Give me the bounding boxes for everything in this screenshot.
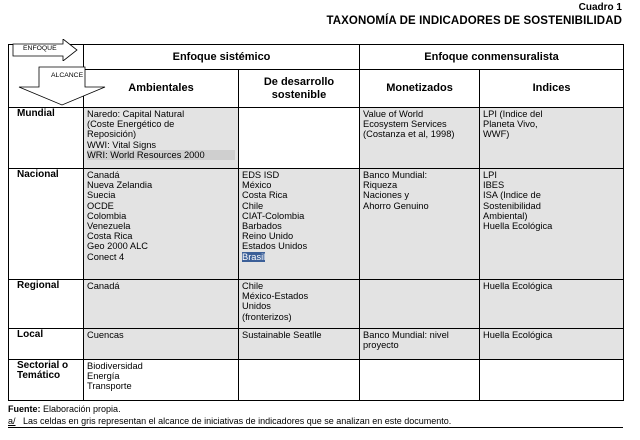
- cell-line: Banco Mundial: nivel: [363, 330, 449, 340]
- enfoque-arrow-label: ENFOQUE: [23, 45, 57, 52]
- group-header-conmensuralista: Enfoque conmensuralista: [360, 45, 624, 70]
- taxonomy-table: [8, 44, 624, 401]
- footnote-text: Las celdas en gris representan el alcance de iniciativas de indicadores que se analizan en este documento.: [23, 416, 452, 426]
- cell-line: WRI: World Resources 2000: [87, 150, 235, 160]
- cell-line: LPI: [483, 170, 497, 180]
- column-header-ambientales: Ambientales: [84, 70, 239, 108]
- cell-line: CIAT-Colombia: [242, 210, 305, 221]
- table-cell: [239, 329, 360, 360]
- table-number: Cuadro 1: [578, 2, 622, 13]
- cell-line: Canadá: [87, 281, 120, 291]
- cell-line: Unidos: [242, 301, 271, 312]
- cell-line: Value of World: [363, 109, 424, 119]
- cell-line: Biodiversidad: [87, 361, 143, 371]
- cell-line: Sostenibilidad: [483, 200, 541, 211]
- table-cell: [239, 280, 360, 329]
- cell-line: Huella Ecológica: [483, 330, 553, 340]
- cell-line: Cuencas: [87, 330, 124, 340]
- cell-line: Transporte: [87, 381, 132, 392]
- cell-line: Geo 2000 ALC: [87, 241, 148, 252]
- table-cell: [239, 360, 360, 401]
- table-cell: [360, 329, 480, 360]
- cell-line: WWF): [483, 129, 510, 140]
- cell-line: OCDE: [87, 200, 114, 211]
- source-note: [8, 404, 121, 414]
- cell-line: Reino Unido: [242, 231, 294, 242]
- source-label: Fuente:: [8, 404, 41, 414]
- cell-line: Ecosystem Services: [363, 119, 447, 130]
- cell-line: Sustainable Seatlle: [242, 330, 322, 340]
- row-label: Sectorial o Temático: [9, 360, 84, 401]
- cell-line: Huella Ecológica: [483, 281, 553, 291]
- table-cell: [360, 360, 480, 401]
- cell-line: proyecto: [363, 340, 399, 351]
- alcance-arrow-label: ALCANCE: [51, 72, 84, 79]
- row-label: Nacional: [9, 169, 84, 280]
- column-header-indices: Indices: [480, 70, 624, 108]
- table-cell: [84, 108, 239, 169]
- cell-line: Suecia: [87, 190, 116, 201]
- cell-line: Estados Unidos: [242, 241, 308, 252]
- cell-line: México: [242, 180, 272, 191]
- table-cell: [480, 329, 624, 360]
- table-cell: [360, 280, 480, 329]
- table-row: [9, 280, 624, 329]
- table-cell: [84, 169, 239, 280]
- column-header-monetizados: Monetizados: [360, 70, 480, 108]
- cell-line: Costa Rica: [242, 190, 288, 201]
- table-cell: [239, 108, 360, 169]
- cell-line: EDS ISD: [242, 170, 280, 180]
- cell-line: Brasil: [242, 251, 266, 262]
- row-label: Regional: [9, 280, 84, 329]
- footnote: [8, 416, 623, 426]
- table-cell: [239, 169, 360, 280]
- table-row: [9, 169, 624, 280]
- cell-line: Huella Ecológica: [483, 221, 553, 232]
- table-cell: [360, 169, 480, 280]
- header-corner: [9, 45, 84, 108]
- cell-line: Reposición): [87, 129, 137, 140]
- cell-line: Venezuela: [87, 221, 131, 232]
- cell-line: Canadá: [87, 170, 120, 180]
- cell-line: LPI (Indice del: [483, 109, 543, 119]
- cell-line: Energía: [87, 371, 120, 382]
- cell-line: Planeta Vivo,: [483, 119, 538, 130]
- cell-line: Ahorro Genuino: [363, 200, 429, 211]
- table-cell: [480, 360, 624, 401]
- table-cell: [480, 169, 624, 280]
- cell-line: (Coste Energético de: [87, 119, 175, 130]
- table-cell: [360, 108, 480, 169]
- table-title: TAXONOMÍA DE INDICADORES DE SOSTENIBILIDAD: [326, 15, 622, 27]
- cell-line: Chile: [242, 200, 264, 211]
- table-cell: [84, 329, 239, 360]
- cell-line: Naciones y: [363, 190, 410, 201]
- table-cell: [84, 360, 239, 401]
- table-row: [9, 360, 624, 401]
- cell-line: Ambiental): [483, 210, 528, 221]
- row-label: Mundial: [9, 108, 84, 169]
- cell-line: Naredo: Capital Natural: [87, 109, 185, 119]
- cell-line: Nueva Zelandia: [87, 180, 153, 191]
- footnote-marker: a/: [8, 416, 16, 426]
- table-cell: [480, 280, 624, 329]
- cell-line: WWI: Vital Signs: [87, 139, 157, 150]
- cell-line: Banco Mundial:: [363, 170, 428, 180]
- cell-line: Conect 4: [87, 251, 125, 262]
- cell-line: Barbados: [242, 221, 282, 232]
- cell-line: Chile: [242, 281, 264, 291]
- table-cell: [480, 108, 624, 169]
- source-text: Elaboración propia.: [43, 404, 121, 414]
- cell-line: México-Estados: [242, 291, 309, 302]
- cell-line: Riqueza: [363, 180, 398, 191]
- table-cell: [84, 280, 239, 329]
- column-header-desarrollo-sostenible: De desarrollo sostenible: [239, 70, 360, 108]
- cell-line: (Costanza et al, 1998): [363, 129, 455, 140]
- cell-line: ISA (Indice de: [483, 190, 541, 201]
- table-row: [9, 108, 624, 169]
- footnote-rule: [8, 427, 623, 428]
- table-row: [9, 329, 624, 360]
- cell-line: Costa Rica: [87, 231, 133, 242]
- row-label: Local: [9, 329, 84, 360]
- cell-line: Colombia: [87, 210, 127, 221]
- group-header-sistemico: Enfoque sistémico: [84, 45, 360, 70]
- cell-line: (fronterizos): [242, 311, 292, 322]
- cell-line: IBES: [483, 180, 505, 191]
